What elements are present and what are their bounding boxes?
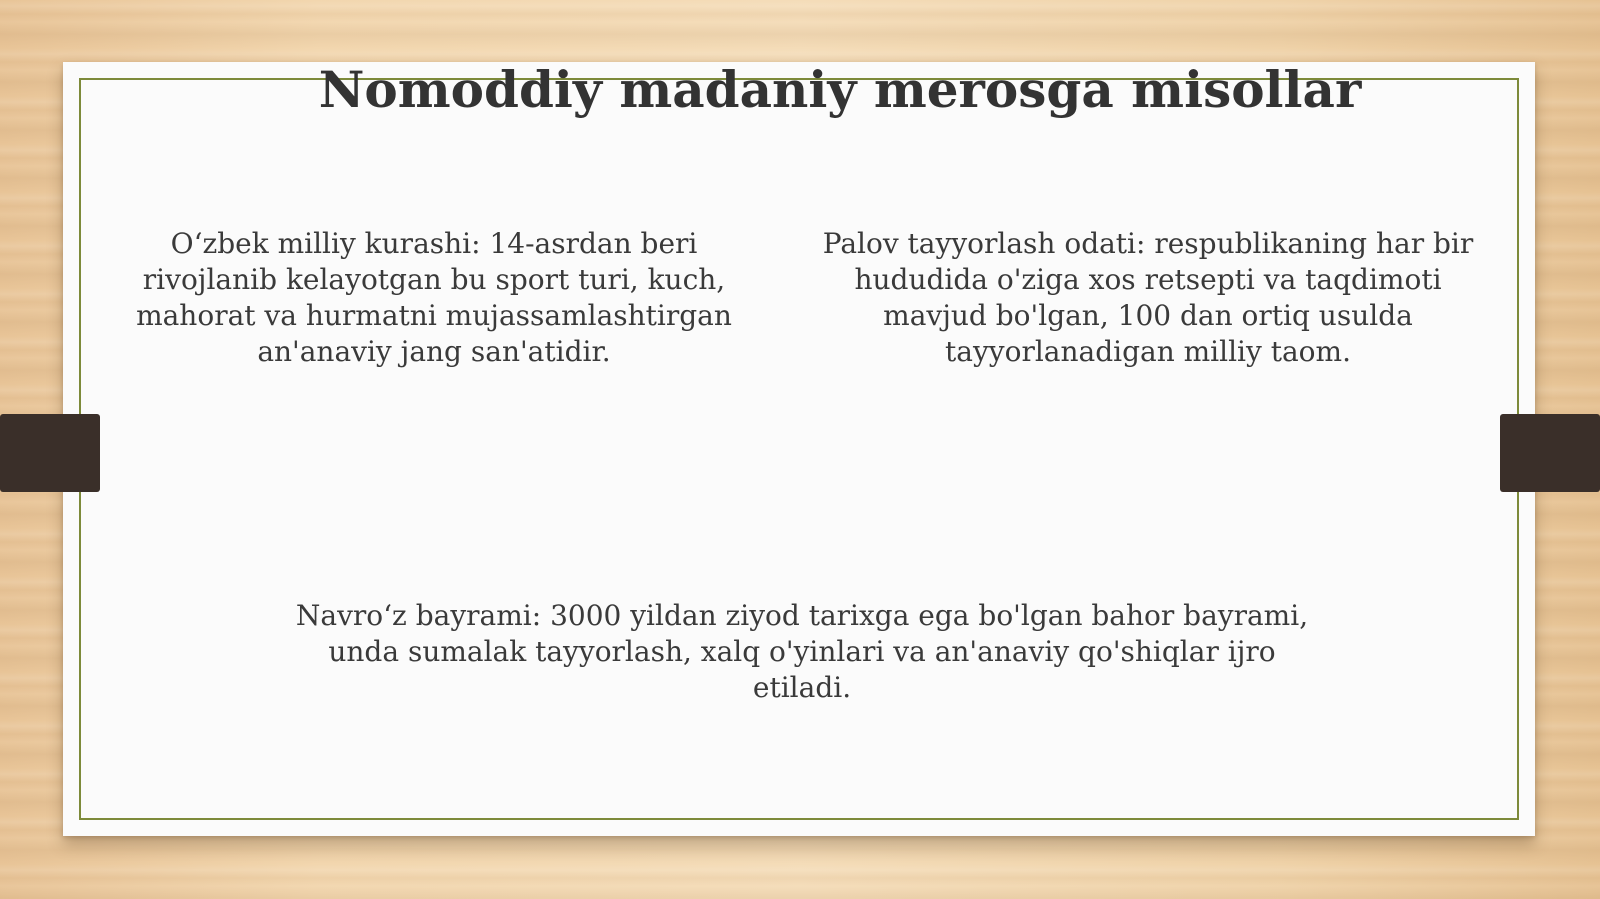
slide-title: Nomoddiy madaniy merosga misollar (318, 60, 1362, 119)
slide-inner-frame (79, 78, 1519, 820)
right-binder-tab (1500, 414, 1600, 492)
text-item-palov: Palov tayyorlash odati: respublikaning har bir hududida o'ziga xos retsepti va taqdimoti mavjud bo'lgan, 100 dan ortiq usulda tayyorlanadigan milliy taom. (822, 227, 1474, 368)
slide-title-wrap (260, 58, 1420, 122)
text-item-kurash: O‘zbek milliy kurashi: 14-asrdan beri rivojlanib kelayotgan bu sport turi, kuch, mahorat va hurmatni mujassamlashtirgan an'anaviy jang san'atidir. (136, 227, 732, 368)
text-item-navroz: Navro‘z bayrami: 3000 yildan ziyod tarixga ega bo'lgan bahor bayrami, unda sumalak tayyorlash, xalq o'yinlari va an'anaviy qo'shiqlar ijro etiladi. (295, 599, 1309, 704)
left-binder-tab (0, 414, 100, 492)
slide-card (63, 62, 1535, 836)
